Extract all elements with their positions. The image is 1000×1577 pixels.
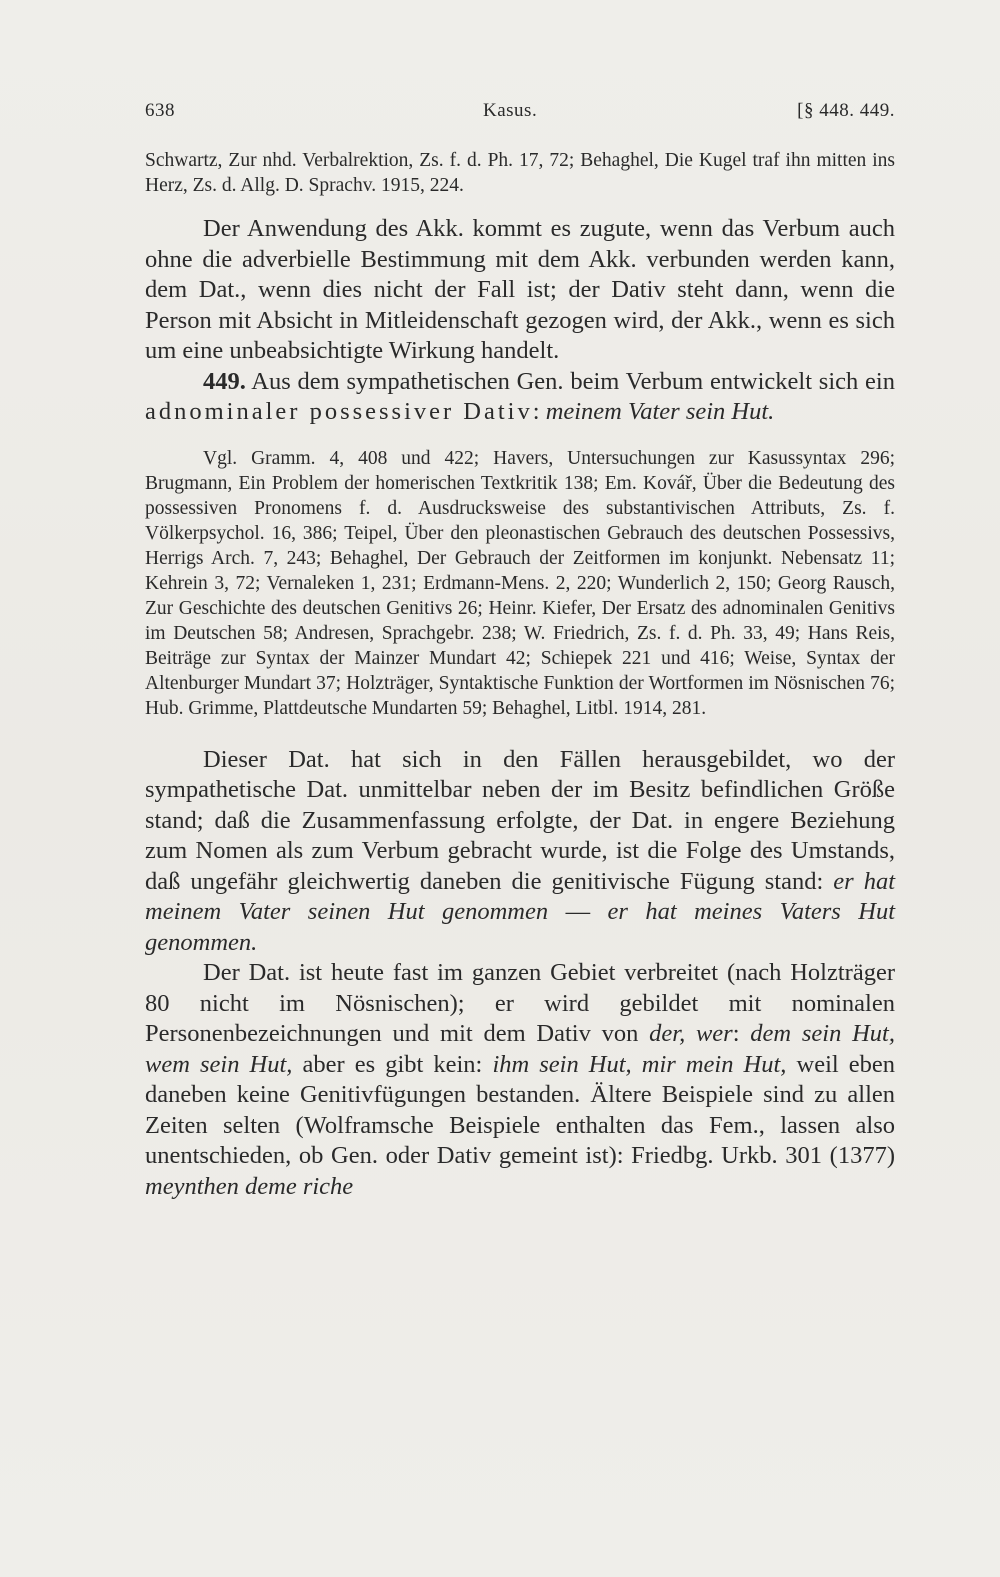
para3-text-3: aber es gibt kein: [292,1050,493,1078]
section-449-paragraph [145,367,895,428]
references-block-1: Schwartz, Zur nhd. Verbalrektion, Zs. f. d. Ph. 17, 72; Behaghel, Die Kugel traf ihn mitten ins Herz, Zs. d. Allg. D. Sprachv. 1915, 224. [145,150,895,196]
para2-dash: — [548,898,608,925]
section-449-text-b: : [532,398,546,425]
spaced-term: adnominaler possessiver Dativ [145,398,533,425]
section-449-example: meinem Vater sein Hut. [545,398,775,425]
running-header [145,100,895,130]
page-body [145,148,895,1202]
paragraph-dative-distribution [145,958,895,1202]
para3-text-4: weil eben daneben keine Genitivfügungen bestanden. Ältere Beispiele sind zu allen Zeiten selten (Wolframsche Beispiele enthalten das Fem., lassen also unentschieden, ob Gen. oder Dativ gemeint ist): Friedbg. Urkb. 301 (1377) [145,1050,896,1169]
paragraph-accusative-dative: Der Anwendung des Akk. kommt es zugute, wenn das Verbum auch ohne die adverbielle Bestimmung mit dem Akk. verbunden werden kann, dem Dat., wenn dies nicht der Fall ist; der Dativ steht dann, wenn die Person mit Absicht in Mitleidenschaft gezogen wird, der Akk., wenn es sich um eine unbeabsichtigte Wirkung handelt. [145,215,895,364]
references-block-2: Vgl. Gramm. 4, 408 und 422; Havers, Untersuchungen zur Kasussyntax 296; Brugmann, Ein Problem der homerischen Textkritik 138; Em. Kovář, Über die Bedeutung des possessiven Pronomens f. d. Ausdrucksweise des substantivischen Attributs, Zs. f. Völkerpsychol. 16, 386; Teipel, Über den pleonastischen Gebrauch des deutschen Possessivs, Herrigs Arch. 7, 243; Behaghel, Der Gebrauch der Zeitformen im konjunkt. Nebensatz 11; Kehrein 3, 72; Vernaleken 1, 231; Erdmann-Mens. 2, 220; Wunderlich 2, 150; Georg Rausch, Zur Geschichte des deutschen Genitivs 26; Heinr. Kiefer, Der Ersatz des adnominalen Genitivs im Deutschen 58; Andresen, Sprachgebr. 238; W. Friedrich, Zs. f. d. Ph. 33, 49; Hans Reis, Beiträge zur Syntax der Mainzer Mundart 42; Schiepek 221 und 416; Weise, Syntax der Altenburger Mundart 37; Holzträger, Syntaktische Funktion der Wortformen im Nösnischen 76; Hub. Grimme, Plattdeutsche Mundarten 59; Behaghel, Litbl. 1914, 281. [145,447,895,719]
para3-italic-4: meynthen deme riche [145,1172,354,1200]
para3-text-2: : [732,1020,751,1047]
para3-text-1: Der Dat. ist heute fast im ganzen Gebiet verbreitet (nach Holzträger 80 nicht im Nösnischen); er wird gebildet mit nominalen Personenbezeichnungen und mit dem Dativ von [145,959,895,1047]
running-title: Kasus. [483,100,538,121]
para2-example-1: er hat meinem Vater seinen Hut genommen [145,867,896,925]
para3-italic-1: der, wer [649,1020,733,1047]
para3-italic-2: dem sein Hut, wem sein Hut, [145,1020,895,1078]
paragraph-sympathetic-dative [145,745,895,959]
para2-example-2: er hat meines Vaters Hut genommen. [145,898,896,956]
section-449-text-a: Aus dem sympathetischen Gen. beim Verbum entwickelt sich ein [245,367,895,395]
section-reference: [§ 448. 449. [797,100,895,121]
para3-italic-3: ihm sein Hut, mir mein Hut, [492,1050,787,1078]
page-number: 638 [145,100,175,121]
section-number: 449. [203,367,246,395]
para2-text: Dieser Dat. hat sich in den Fällen herausgebildet, wo der sympathetische Dat. unmittelbar neben der im Besitz befindlichen Größe stand; daß die Zusammenfassung erfolgte, der Dat. in engere Beziehung zum Nomen als zum Verbum gebracht wurde, ist die Folge des Umstands, daß ungefähr gleichwertig daneben die genitivische Fügung stand: [145,745,895,895]
